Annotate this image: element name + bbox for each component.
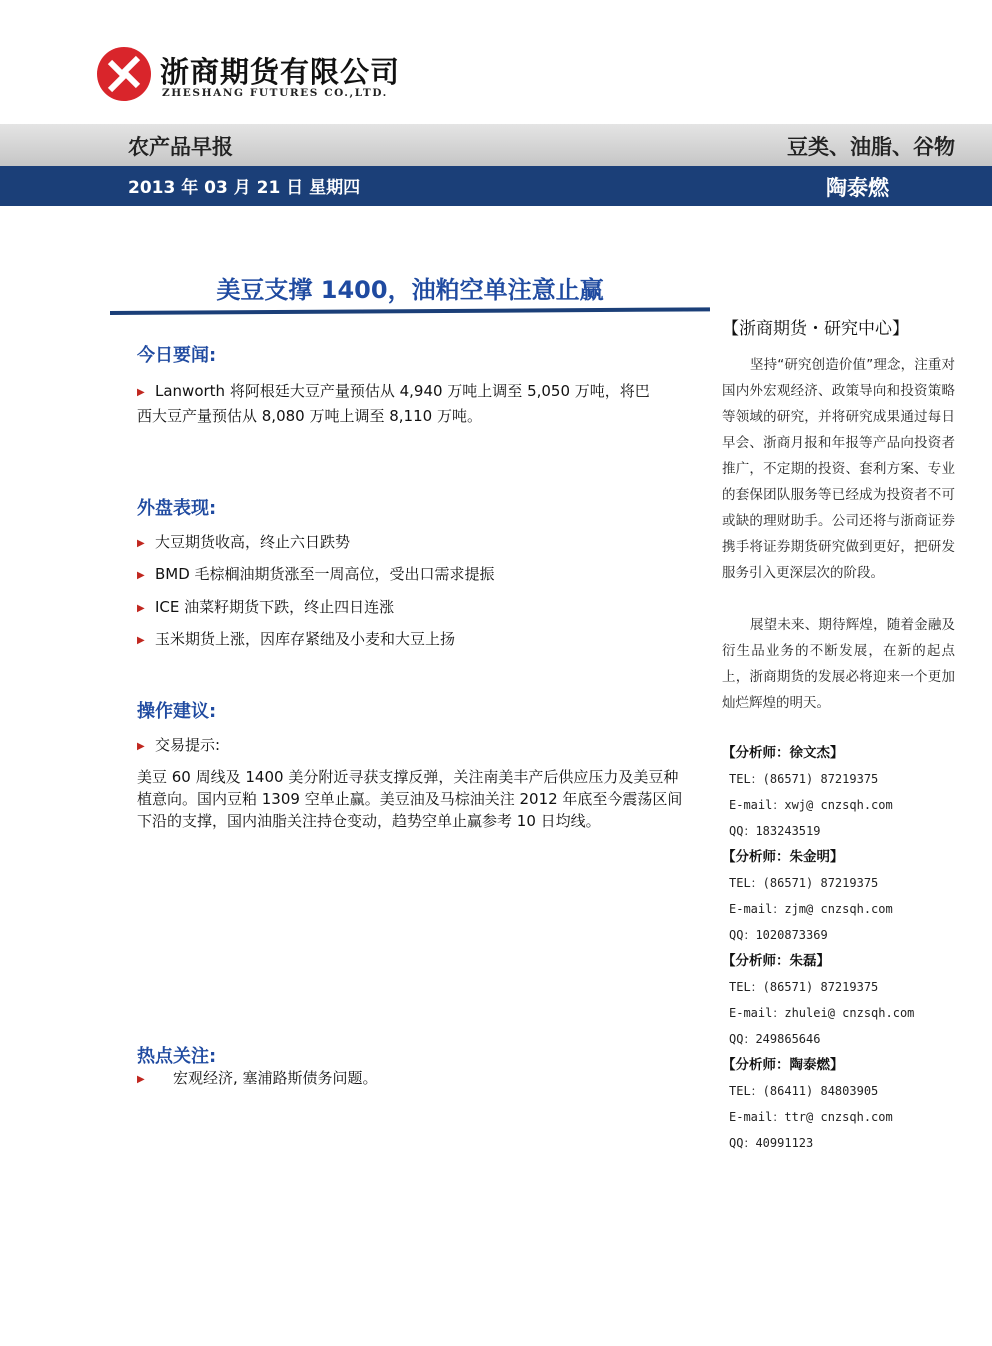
hot-bullet bbox=[137, 1067, 378, 1091]
news-text-line2: 西大豆产量预估从 8,080 万吨上调至 8,110 万吨。 bbox=[137, 407, 482, 425]
analyst-name: 【分析师：朱磊】 bbox=[722, 953, 830, 969]
list-item bbox=[137, 596, 394, 620]
arrow-bullet-icon: ▶ bbox=[137, 538, 145, 549]
analyst-qq: QQ：1020873369 bbox=[729, 928, 828, 942]
report-category: 农产品早报 bbox=[128, 135, 233, 159]
sidebar-paragraph: 坚持“研究创造价值”理念，注重对国内外宏观经济、政策导向和投资策略等领域的研究，并将研究成果通过每日早会、浙商月报和年报等产品向投资者推广，不定期的投资、套利方案、专业的套保团队服务等已经成为投资者不可或缺的理财助手。公司还将与浙商证券携手将证券期货研究做到更好，把研发服务引入更深层次的阶段。 bbox=[722, 357, 955, 581]
arrow-bullet-icon: ▶ bbox=[137, 741, 145, 752]
analyst-name: 【分析师：徐文杰】 bbox=[722, 745, 844, 761]
advice-paragraph: 美豆 60 周线及 1400 美分附近寻获支撑反弹，关注南美丰产后供应压力及美豆种植意向。国内豆粕 1309 空单止赢。美豆油及马棕油关注 2012 年底至今震荡区间下沿的支撑，国内油脂关注持仓变动，趋势空单止赢参考 10 日均线。 bbox=[137, 768, 683, 830]
hot-bullet-text: 宏观经济, 塞浦路斯债务问题。 bbox=[173, 1069, 378, 1087]
section-title-advice: 操作建议: bbox=[137, 701, 217, 722]
company-name-cn: 浙商期货有限公司 bbox=[160, 55, 401, 89]
market-item-text: 玉米期货上涨，因库存紧绌及小麦和大豆上扬 bbox=[155, 630, 456, 648]
list-item bbox=[137, 563, 495, 587]
arrow-bullet-icon: ▶ bbox=[137, 603, 145, 614]
arrow-bullet-icon: ▶ bbox=[137, 387, 145, 398]
section-title-market: 外盘表现: bbox=[137, 498, 217, 519]
section-title-news: 今日要闻: bbox=[137, 345, 217, 366]
analyst-tel: TEL：(86411) 84803905 bbox=[729, 1084, 879, 1098]
arrow-bullet-icon: ▶ bbox=[137, 1074, 145, 1085]
market-item-text: ICE 油菜籽期货下跌，终止四日连涨 bbox=[155, 598, 395, 616]
headline: 美豆支撑 1400，油粕空单注意止赢 bbox=[216, 276, 604, 304]
news-item bbox=[137, 380, 650, 404]
market-item-text: 大豆期货收高，终止六日跌势 bbox=[155, 533, 351, 551]
analyst-email[interactable]: E-mail：ttr@ cnzsqh.com bbox=[729, 1110, 893, 1124]
advice-bullet-text: 交易提示: bbox=[155, 736, 221, 754]
arrow-bullet-icon: ▶ bbox=[137, 635, 145, 646]
sidebar-title: 【浙商期货・研究中心】 bbox=[722, 319, 909, 339]
report-products: 豆类、油脂、谷物 bbox=[787, 135, 955, 159]
sidebar-paragraph: 展望未来、期待辉煌，随着金融及衍生品业务的不断发展，在新的起点上，浙商期货的发展必将迎来一个更加灿烂辉煌的明天。 bbox=[722, 617, 955, 711]
report-author: 陶泰燃 bbox=[826, 176, 889, 200]
analyst-name: 【分析师：朱金明】 bbox=[722, 849, 844, 865]
company-logo-icon bbox=[96, 46, 152, 102]
arrow-bullet-icon: ▶ bbox=[137, 570, 145, 581]
company-name-en: ZHESHANG FUTURES CO.,LTD. bbox=[162, 87, 388, 99]
analyst-contacts bbox=[722, 740, 982, 1156]
analyst-email[interactable]: E-mail：zjm@ cnzsqh.com bbox=[729, 902, 893, 916]
list-item bbox=[137, 531, 350, 555]
analyst-qq: QQ：40991123 bbox=[729, 1136, 814, 1150]
analyst-tel: TEL：(86571) 87219375 bbox=[729, 980, 879, 994]
headline-divider bbox=[110, 307, 710, 315]
analyst-qq: QQ：249865646 bbox=[729, 1032, 821, 1046]
news-text-line1: Lanworth 将阿根廷大豆产量预估从 4,940 万吨上调至 5,050 万吨，将巴 bbox=[155, 382, 650, 400]
analyst-name: 【分析师：陶泰燃】 bbox=[722, 1057, 844, 1073]
analyst-email[interactable]: E-mail：xwj@ cnzsqh.com bbox=[729, 798, 893, 812]
list-item bbox=[137, 628, 455, 652]
analyst-email[interactable]: E-mail：zhulei@ cnzsqh.com bbox=[729, 1006, 915, 1020]
report-date: 2013 年 03 月 21 日 星期四 bbox=[128, 178, 361, 198]
analyst-tel: TEL：(86571) 87219375 bbox=[729, 876, 879, 890]
market-item-text: BMD 毛棕榈油期货涨至一周高位，受出口需求提振 bbox=[155, 565, 495, 583]
advice-bullet bbox=[137, 734, 220, 758]
analyst-qq: QQ：183243519 bbox=[729, 824, 821, 838]
analyst-tel: TEL：(86571) 87219375 bbox=[729, 772, 879, 786]
section-title-hot: 热点关注: bbox=[137, 1046, 217, 1067]
